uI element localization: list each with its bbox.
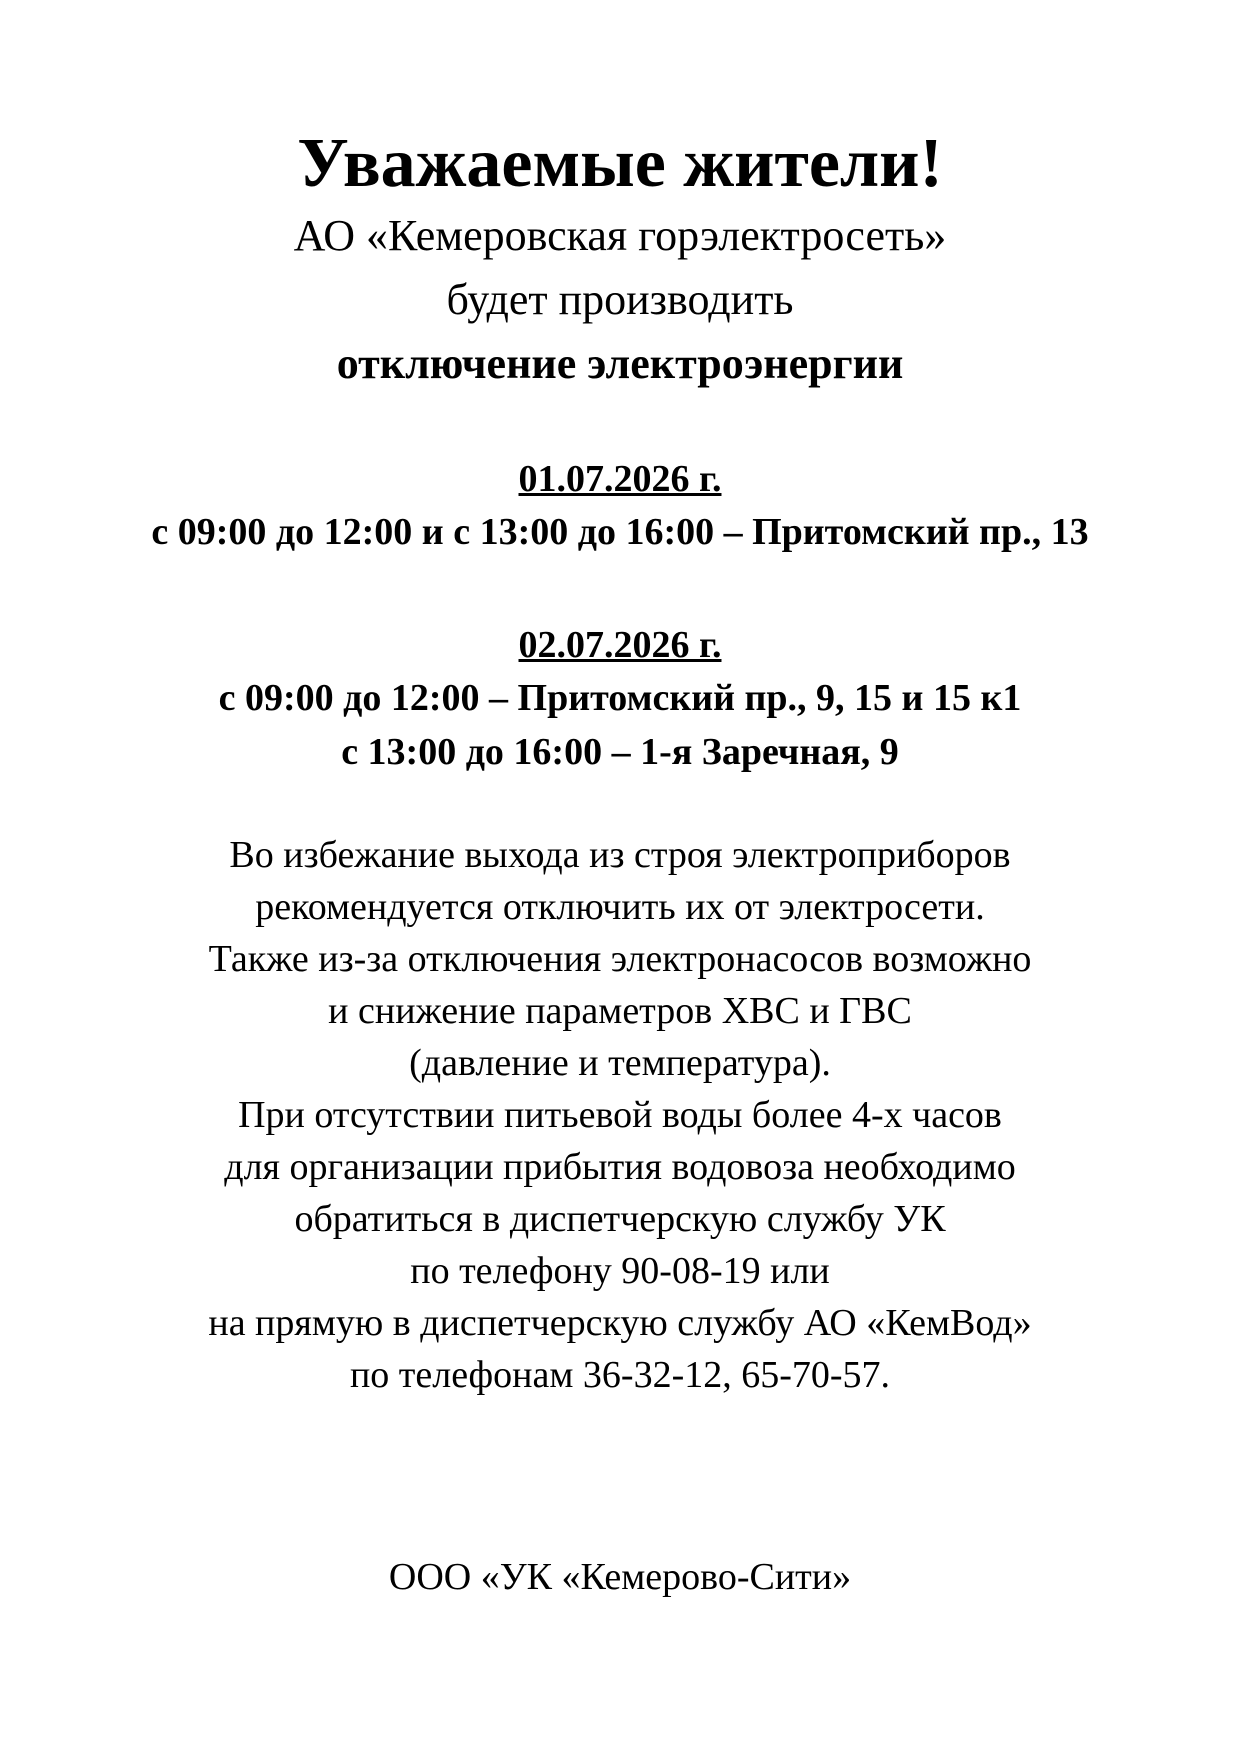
notice-line: на прямую в диспетчерскую службу АО «КемВод» <box>208 1302 1032 1344</box>
notice-line: рекомендуется отключить их от электросети. <box>255 886 985 928</box>
notice-line: по телефону 90-08-19 или <box>410 1250 830 1292</box>
intro-line-company: АО «Кемеровская горэлектросеть» <box>293 211 947 260</box>
intro-line-action: будет производить <box>446 275 794 324</box>
schedule-line: с 13:00 до 16:00 – 1-я Заречная, 9 <box>341 731 899 773</box>
schedule-date: 02.07.2026 г. <box>518 624 722 666</box>
page-title: Уважаемые жители! <box>297 125 943 202</box>
notice-line: по телефонам 36-32-12, 65-70-57. <box>349 1354 891 1396</box>
notice-line: (давление и температура). <box>409 1042 831 1084</box>
notice-line: обратиться в диспетчерскую службу УК <box>294 1198 946 1240</box>
schedule-line: с 09:00 до 12:00 – Притомский пр., 9, 15 и 15 к1 <box>218 677 1022 719</box>
schedule-line: с 09:00 до 12:00 и с 13:00 до 16:00 – Притомский пр., 13 <box>151 511 1089 553</box>
notice-line: и снижение параметров ХВС и ГВС <box>328 990 912 1032</box>
notice-line: для организации прибытия водовоза необходимо <box>224 1146 1016 1188</box>
signature: ООО «УК «Кемерово-Сити» <box>388 1556 852 1598</box>
intro-line-subject: отключение электроэнергии <box>336 339 904 388</box>
notice-line: Также из-за отключения электронасосов возможно <box>208 938 1032 980</box>
notice-line: Во избежание выхода из строя электроприборов <box>229 834 1011 876</box>
schedule-date: 01.07.2026 г. <box>518 458 722 500</box>
notice-line: При отсутствии питьевой воды более 4-х часов <box>238 1094 1002 1136</box>
